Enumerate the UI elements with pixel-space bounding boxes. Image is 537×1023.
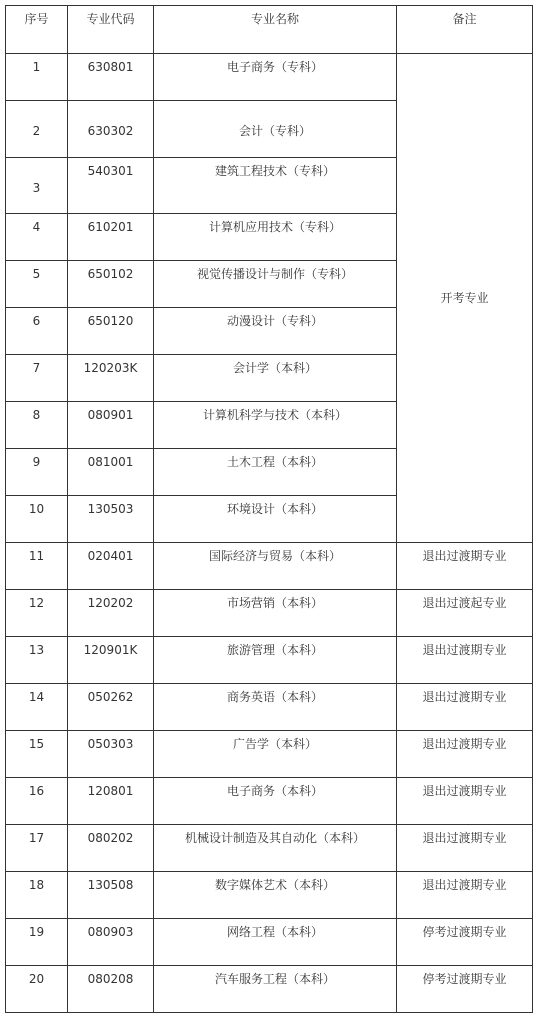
cell-index: 4 — [6, 214, 68, 261]
cell-note: 退出过渡起专业 — [397, 590, 533, 637]
cell-note: 退出过渡期专业 — [397, 825, 533, 872]
cell-name: 电子商务（本科） — [154, 778, 397, 825]
cell-code: 020401 — [68, 543, 154, 590]
table-row — [6, 825, 533, 872]
cell-index: 9 — [6, 449, 68, 496]
cell-index: 10 — [6, 496, 68, 543]
cell-note: 退出过渡期专业 — [397, 684, 533, 731]
cell-note: 退出过渡期专业 — [397, 637, 533, 684]
table-row — [6, 966, 533, 1013]
cell-name: 网络工程（本科） — [154, 919, 397, 966]
cell-code: 050262 — [68, 684, 154, 731]
cell-code: 120901K — [68, 637, 154, 684]
cell-code: 540301 — [68, 158, 154, 214]
cell-code: 080208 — [68, 966, 154, 1013]
cell-index: 3 — [6, 158, 68, 214]
table-row — [6, 731, 533, 778]
cell-code: 130508 — [68, 872, 154, 919]
cell-code: 650120 — [68, 308, 154, 355]
cell-name: 电子商务（专科） — [154, 54, 397, 101]
cell-index: 13 — [6, 637, 68, 684]
table-row — [6, 684, 533, 731]
cell-index: 12 — [6, 590, 68, 637]
cell-index: 6 — [6, 308, 68, 355]
cell-note: 退出过渡期专业 — [397, 778, 533, 825]
cell-index: 17 — [6, 825, 68, 872]
cell-index: 16 — [6, 778, 68, 825]
cell-code: 050303 — [68, 731, 154, 778]
cell-code: 610201 — [68, 214, 154, 261]
header-index: 序号 — [6, 6, 68, 54]
table-row — [6, 590, 533, 637]
table-row — [6, 54, 533, 101]
cell-name: 国际经济与贸易（本科） — [154, 543, 397, 590]
cell-name: 数字媒体艺术（本科） — [154, 872, 397, 919]
header-name: 专业名称 — [154, 6, 397, 54]
cell-code: 120202 — [68, 590, 154, 637]
cell-index: 19 — [6, 919, 68, 966]
cell-name: 会计学（本科） — [154, 355, 397, 402]
cell-name: 土木工程（本科） — [154, 449, 397, 496]
majors-table — [5, 5, 533, 1013]
table-row — [6, 872, 533, 919]
cell-code: 630302 — [68, 101, 154, 158]
cell-code: 120203K — [68, 355, 154, 402]
cell-note-merged: 开考专业 — [397, 54, 533, 543]
cell-name: 广告学（本科） — [154, 731, 397, 778]
header-note: 备注 — [397, 6, 533, 54]
cell-code: 630801 — [68, 54, 154, 101]
cell-code: 130503 — [68, 496, 154, 543]
cell-name: 建筑工程技术（专科） — [154, 158, 397, 214]
cell-name: 机械设计制造及其自动化（本科） — [154, 825, 397, 872]
cell-index: 18 — [6, 872, 68, 919]
cell-note: 退出过渡期专业 — [397, 872, 533, 919]
cell-note: 退出过渡期专业 — [397, 731, 533, 778]
cell-index: 7 — [6, 355, 68, 402]
cell-name: 计算机科学与技术（本科） — [154, 402, 397, 449]
cell-index: 15 — [6, 731, 68, 778]
cell-note: 停考过渡期专业 — [397, 919, 533, 966]
cell-name: 商务英语（本科） — [154, 684, 397, 731]
cell-name: 会计（专科） — [154, 101, 397, 158]
cell-index: 5 — [6, 261, 68, 308]
cell-index: 2 — [6, 101, 68, 158]
table-row — [6, 778, 533, 825]
cell-code: 080901 — [68, 402, 154, 449]
cell-code: 080202 — [68, 825, 154, 872]
header-code: 专业代码 — [68, 6, 154, 54]
cell-index: 11 — [6, 543, 68, 590]
cell-name: 视觉传播设计与制作（专科） — [154, 261, 397, 308]
cell-name: 环境设计（本科） — [154, 496, 397, 543]
cell-index: 14 — [6, 684, 68, 731]
cell-index: 20 — [6, 966, 68, 1013]
cell-name: 计算机应用技术（专科） — [154, 214, 397, 261]
table-row — [6, 637, 533, 684]
table-row — [6, 919, 533, 966]
cell-code: 120801 — [68, 778, 154, 825]
cell-code: 081001 — [68, 449, 154, 496]
cell-note: 停考过渡期专业 — [397, 966, 533, 1013]
cell-code: 080903 — [68, 919, 154, 966]
cell-code: 650102 — [68, 261, 154, 308]
cell-name: 汽车服务工程（本科） — [154, 966, 397, 1013]
cell-note: 退出过渡期专业 — [397, 543, 533, 590]
table-row — [6, 543, 533, 590]
header-row — [6, 6, 533, 54]
cell-name: 旅游管理（本科） — [154, 637, 397, 684]
cell-name: 市场营销（本科） — [154, 590, 397, 637]
cell-index: 1 — [6, 54, 68, 101]
cell-index: 8 — [6, 402, 68, 449]
cell-name: 动漫设计（专科） — [154, 308, 397, 355]
